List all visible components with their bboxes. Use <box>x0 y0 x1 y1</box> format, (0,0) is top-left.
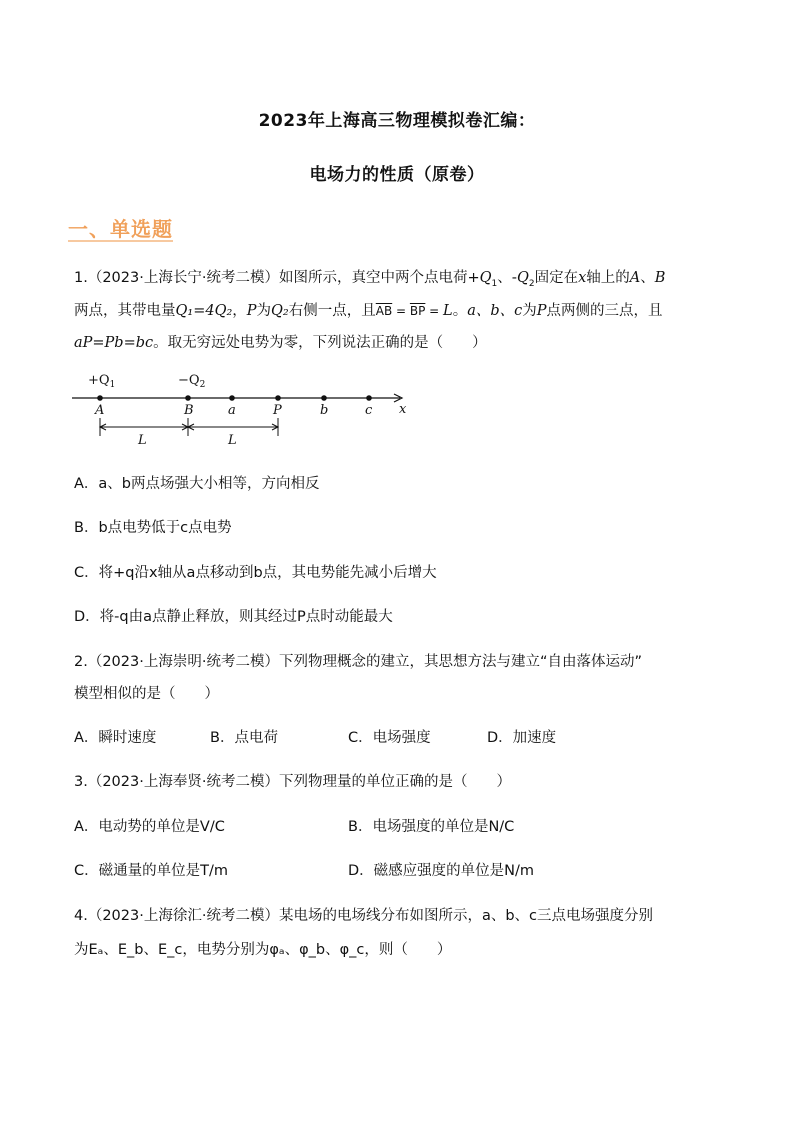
question-2-option-d: D．加速度 <box>487 730 557 746</box>
question-2-option-b: B．点电荷 <box>210 730 278 746</box>
question-1-option-d: D．将-q由a点静止释放，则其经过P点时动能最大 <box>74 609 393 625</box>
dim-label-2: L <box>228 433 237 448</box>
point-b <box>321 395 327 401</box>
question-2-line-1: 2.（2023·上海崇明·统考二模）下列物理概念的建立，其思想方法与建立“自由落体运动” <box>74 654 642 670</box>
label-a: a <box>228 403 236 418</box>
dim-label-1: L <box>138 433 147 448</box>
label-P: P <box>273 403 282 418</box>
question-3-line-1: 3.（2023·上海奉贤·统考二模）下列物理量的单位正确的是（ ） <box>74 774 511 790</box>
question-1-option-c: C．将+q沿x轴从a点移动到b点，其电势能先减小后增大 <box>74 565 437 581</box>
axis-label-x: x <box>399 402 407 417</box>
section-heading: 一、单选题 <box>68 217 173 241</box>
charge-label-q2: $-Q_2$ <box>178 373 206 390</box>
page-title: 2023年上海高三物理模拟卷汇编： <box>258 111 536 131</box>
question-1-line-2: 两点，其带电量Q₁=4Q₂，P为Q₂右侧一点，且$\overline{AB} = \overline{BP} = L$。a、b、c为P点两侧的三点，且 <box>74 303 663 319</box>
question-1-figure <box>60 370 430 450</box>
point-c <box>366 395 372 401</box>
question-2-option-c: C．电场强度 <box>348 730 431 746</box>
question-2-line-2: 模型相似的是（ ） <box>74 686 219 702</box>
point-P <box>275 395 281 401</box>
label-A: A <box>95 403 105 418</box>
point-B <box>185 395 191 401</box>
point-A <box>97 395 103 401</box>
label-b: b <box>320 403 329 418</box>
charge-label-q1: $+Q_1$ <box>88 373 116 390</box>
label-B: B <box>184 403 194 418</box>
question-3-option-a: A．电动势的单位是V/C <box>74 819 225 835</box>
question-1-line-3: aP=Pb=bc。取无穷远处电势为零，下列说法正确的是（ ） <box>74 335 487 351</box>
question-1-option-b: B．b点电势低于c点电势 <box>74 520 232 536</box>
point-a <box>229 395 235 401</box>
page-subtitle: 电场力的性质（原卷） <box>309 165 485 185</box>
question-1-option-a: A．a、b两点场强大小相等，方向相反 <box>74 476 320 492</box>
label-c: c <box>365 403 373 418</box>
question-4-line-2: 为Eₐ、E_b、E_c，电势分别为φₐ、φ_b、φ_c，则（ ） <box>74 942 452 958</box>
question-1-line-1: 1.（2023·上海长宁·统考二模）如图所示，真空中两个点电荷$+Q_1$、$-Q_2$固定在x轴上的A、B <box>74 270 666 289</box>
question-3-option-b: B．电场强度的单位是N/C <box>348 819 515 835</box>
question-2-option-a: A．瞬时速度 <box>74 730 157 746</box>
question-3-option-c: C．磁通量的单位是T/m <box>74 863 228 879</box>
question-3-option-d: D．磁感应强度的单位是N/m <box>348 863 535 879</box>
question-4-line-1: 4.（2023·上海徐汇·统考二模）某电场的电场线分布如图所示，a、b、c三点电场强度分别 <box>74 908 654 924</box>
